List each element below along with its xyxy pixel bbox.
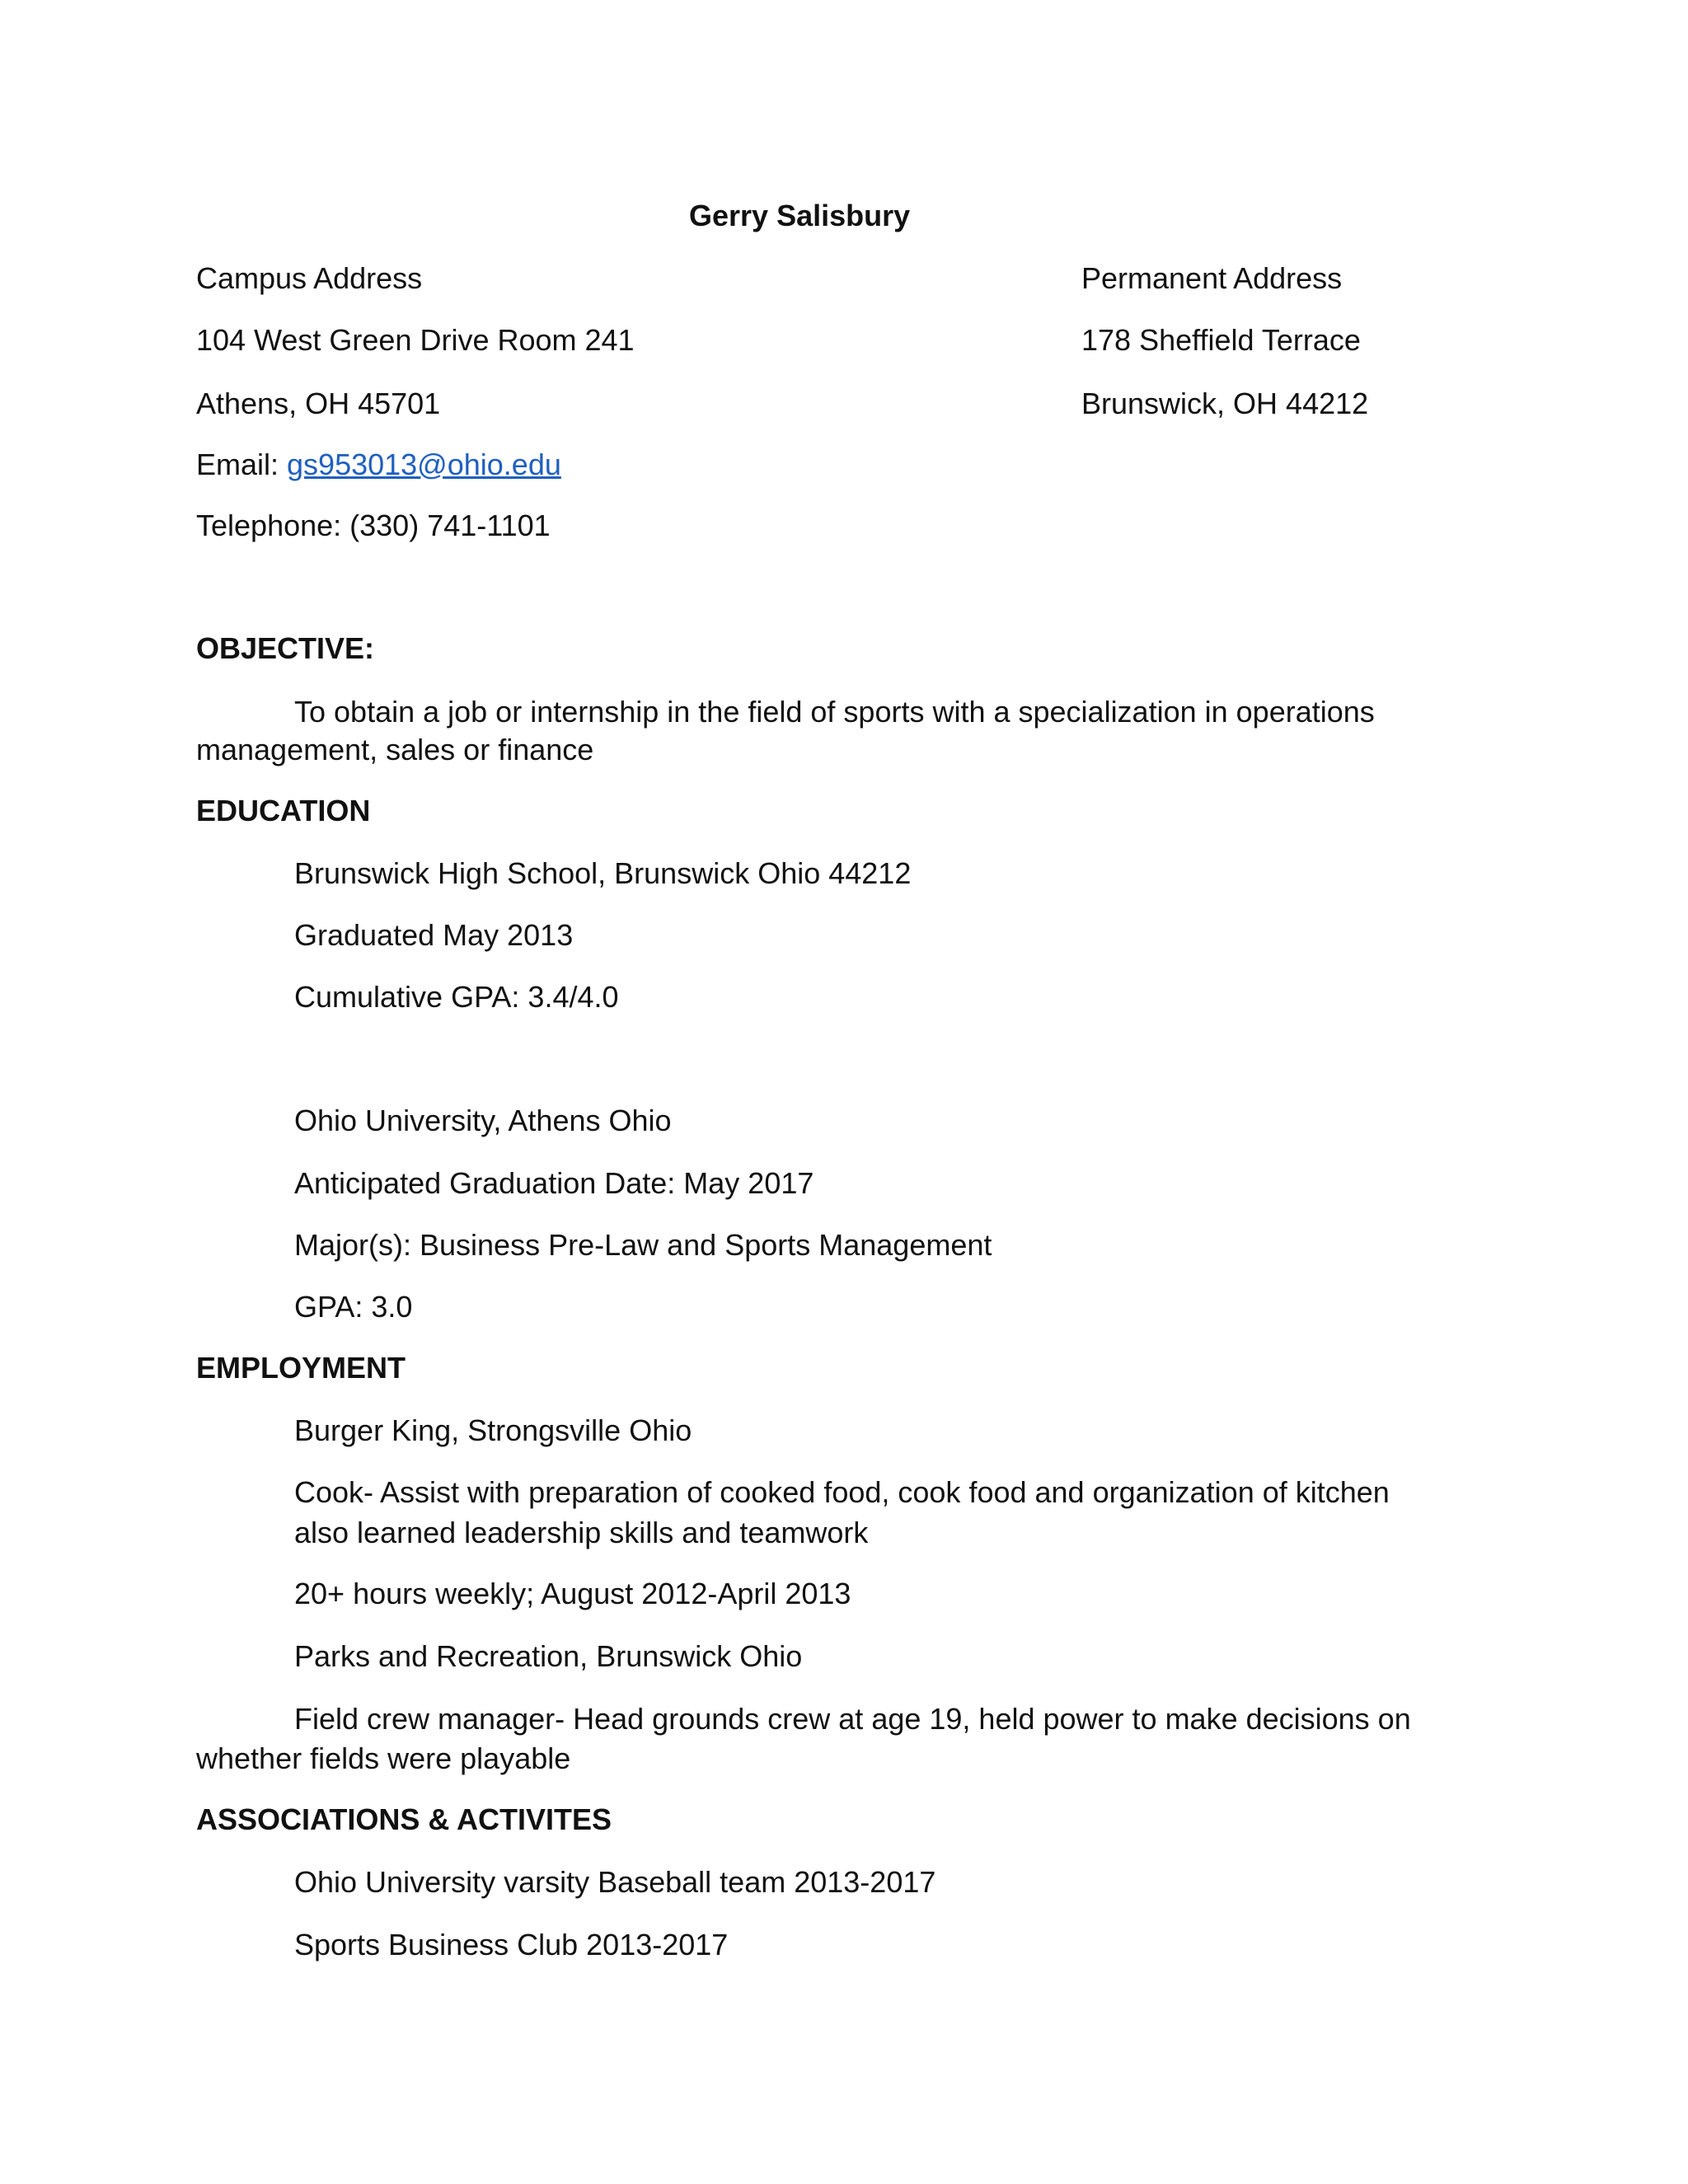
permanent-address-label: Permanent Address — [1081, 261, 1343, 295]
permanent-address-city: Brunswick, OH 44212 — [1081, 387, 1369, 420]
resume-name: Gerry Salisbury — [689, 199, 911, 232]
school1-name: Brunswick High School, Brunswick Ohio 44212 — [294, 856, 912, 890]
employment-heading: EMPLOYMENT — [196, 1351, 406, 1385]
school1-graduated: Graduated May 2013 — [294, 918, 574, 952]
school1-gpa: Cumulative GPA: 3.4/4.0 — [294, 980, 619, 1014]
email-label: Email: — [196, 448, 288, 481]
email-line — [196, 445, 561, 485]
email-link[interactable]: gs953013@ohio.edu — [287, 448, 561, 481]
campus-address-street: 104 West Green Drive Room 241 — [196, 323, 635, 357]
school2-majors: Major(s): Business Pre-Law and Sports Management — [294, 1228, 992, 1262]
job2-employer: Parks and Recreation, Brunswick Ohio — [294, 1639, 803, 1673]
education-heading: EDUCATION — [196, 794, 371, 827]
campus-address-label: Campus Address — [196, 261, 423, 295]
association-item-1: Ohio University varsity Baseball team 2013-2017 — [294, 1865, 936, 1899]
telephone: Telephone: (330) 741-1101 — [196, 509, 551, 542]
objective-heading: OBJECTIVE: — [196, 631, 375, 665]
job2-desc-line-2: whether fields were playable — [196, 1741, 571, 1775]
job1-desc-line-2: also learned leadership skills and teamwork — [294, 1516, 869, 1549]
permanent-address-street: 178 Sheffield Terrace — [1081, 323, 1361, 357]
job1-desc-line-1: Cook- Assist with preparation of cooked food, cook food and organization of kitchen — [294, 1475, 1390, 1509]
associations-heading: ASSOCIATIONS & ACTIVITES — [196, 1802, 612, 1836]
objective-line-1: To obtain a job or internship in the field of sports with a specialization in operations — [294, 695, 1375, 729]
association-item-2: Sports Business Club 2013-2017 — [294, 1928, 729, 1961]
job1-hours: 20+ hours weekly; August 2012-April 2013 — [294, 1577, 851, 1610]
job2-desc-line-1: Field crew manager- Head grounds crew at age 19, held power to make decisions on — [294, 1702, 1411, 1736]
school2-name: Ohio University, Athens Ohio — [294, 1104, 672, 1137]
job1-employer: Burger King, Strongsville Ohio — [294, 1413, 692, 1447]
objective-line-2: management, sales or finance — [196, 733, 594, 766]
school2-gpa: GPA: 3.0 — [294, 1290, 413, 1324]
school2-graduation: Anticipated Graduation Date: May 2017 — [294, 1166, 814, 1200]
campus-address-city: Athens, OH 45701 — [196, 387, 441, 420]
